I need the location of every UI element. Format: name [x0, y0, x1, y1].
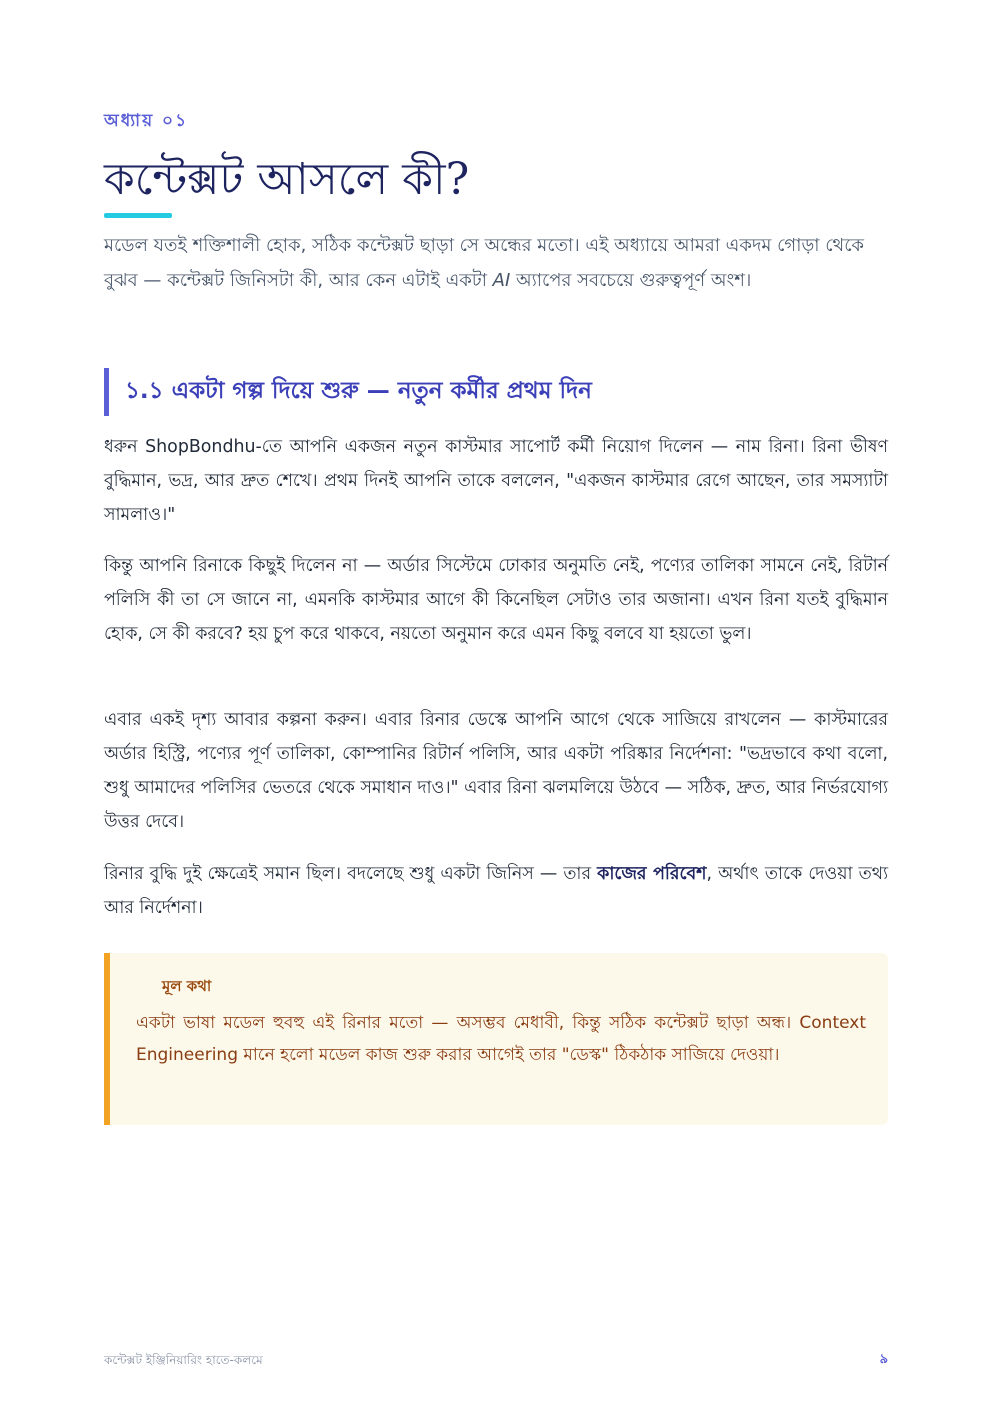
paragraph-4-end: , অর্থাৎ তাকে দেওয়া তথ্য আর নির্দেশনা। [104, 864, 888, 918]
story-paragraph-3: এবার একই দৃশ্য আবার কল্পনা করুন। এবার রিনার ডেস্কে আপনি আগে থেকে সাজিয়ে রাখলেন — কাস্টমারের অর্ডার হিস্ট্রি, পণ্যের পূর্ণ তালিকা, কোম্পানির রিটার্ন পলিসি, আর একটা পরিষ্কার নির্দেশনা: "ভদ্রভাবে কথা বলো, শুধু আমাদের পলিসির ভেতরে থেকে সমাধান দাও।" এবার রিনা ঝলমলিয়ে উঠবে — সঠিক, দ্রুত, আর নির্ভরযোগ্য উত্তর দেবে। [104, 710, 888, 832]
footer-page-number: ৯ [879, 1352, 888, 1367]
chapter-title: কন্টেক্সট আসলে কী? [104, 154, 470, 205]
story-paragraph-2: কিন্তু আপনি রিনাকে কিছুই দিলেন না — অর্ডার সিস্টেমে ঢোকার অনুমতি নেই, পণ্যের তালিকা সামনে নেই, রিটার্ন পলিসি কী তা সে জানে না, এমনকি কাস্টমার আগে কী কিনেছিল সেটাও তার অজানা। এখন রিনা যতই বুদ্ধিমান হোক, সে কী করবে? হয় চুপ করে থাকবে, নয়তো অনুমান করে এমন কিছু বলবে যা হয়তো ভুল। [104, 556, 888, 644]
intro-text-end: অ্যাপের সবচেয়ে গুরুত্বপূর্ণ অংশ। [510, 270, 752, 291]
callout-label: মূল কথা [162, 977, 212, 995]
story-paragraph-1: ধরুন ShopBondhu-তে আপনি একজন নতুন কাস্টমার সাপোর্ট কর্মী নিয়োগ দিলেন — নাম রিনা। রিনা ভীষণ বুদ্ধিমান, ভদ্র, আর দ্রুত শেখে। প্রথম দিনই আপনি তাকে বললেন, "একজন কাস্টমার রেগে আছেন, তার সমস্যাটা সামলাও।" [104, 437, 888, 525]
paragraph-4-start: রিনার বুদ্ধি দুই ক্ষেত্রেই সমান ছিল। বদলেছে শুধু একটা জিনিস — তার [104, 864, 598, 884]
intro-ai-term: AI [492, 270, 511, 291]
intro-text-start: মডেল যতই শক্তিশালী হোক, সঠিক কন্টেক্সট ছাড়া সে অন্ধের মতো। এই অধ্যায়ে আমরা একদম গোড়া থেকে বুঝব — কন্টেক্সট জিনিসটা কী, আর কেন এটাই একটা [104, 235, 865, 291]
story-paragraph-4 [104, 857, 888, 925]
emphasis-work-environment: কাজের পরিবেশ [597, 864, 707, 884]
chapter-intro [104, 228, 888, 298]
section-heading: ১.১ একটা গল্প দিয়ে শুরু — নতুন কর্মীর প্রথম দিন [125, 378, 592, 404]
title-underline [104, 213, 172, 218]
footer-book-title: কন্টেক্সট ইঞ্জিনিয়ারিং হাতে-কলমে [104, 1353, 263, 1367]
chapter-kicker: অধ্যায় ০১ [104, 111, 189, 131]
key-takeaway-callout [104, 953, 888, 1125]
callout-text: একটা ভাষা মডেল হুবহু এই রিনার মতো — অসম্ভব মেধাবী, কিন্তু সঠিক কন্টেক্সট ছাড়া অন্ধ। Context Engineering মানে হলো মডেল কাজ শুরু করার আগেই তার "ডেস্ক" ঠিকঠাক সাজিয়ে দেওয়া। [136, 1013, 867, 1065]
section-heading-block [104, 368, 592, 416]
